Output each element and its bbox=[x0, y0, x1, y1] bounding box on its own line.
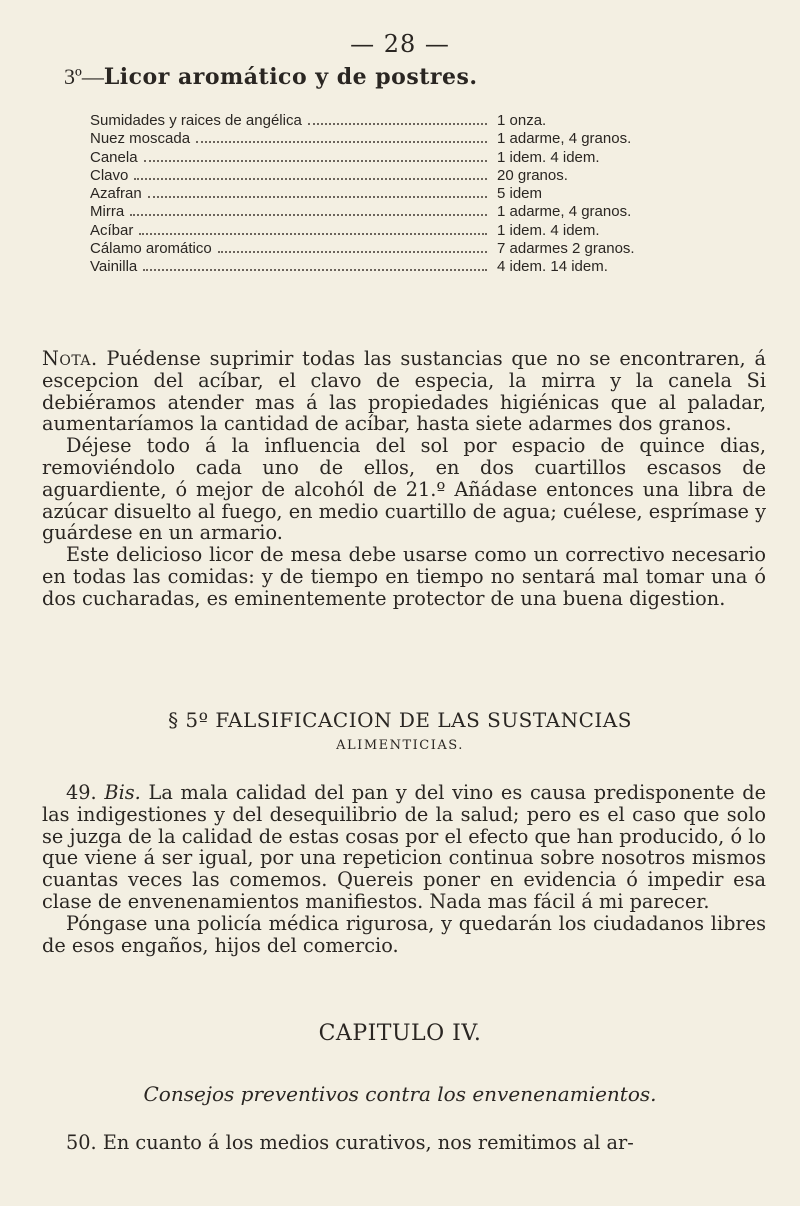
nota-paragraph-1 bbox=[42, 348, 766, 435]
paragraph-49-text-1 bbox=[42, 782, 766, 913]
ingredient-name: Vainilla bbox=[90, 258, 138, 276]
recipe-heading bbox=[64, 64, 478, 90]
paragraph-50-text bbox=[42, 1132, 766, 1154]
ingredient-name: Acíbar bbox=[90, 221, 134, 239]
dot-leader bbox=[139, 232, 487, 235]
recipe-heading-title: Licor aromático y de postres. bbox=[103, 64, 478, 90]
ingredient-name: Cálamo aromático bbox=[90, 240, 212, 258]
ingredient-name: Nuez moscada bbox=[90, 130, 191, 148]
ingredient-quantity: 20 granos. bbox=[497, 166, 568, 184]
page-number: — 28 — bbox=[350, 30, 450, 58]
ingredient-quantity: 1 adarme, 4 granos. bbox=[497, 130, 632, 148]
dot-leader bbox=[143, 268, 487, 271]
paragraph-49-bis: Bis. bbox=[104, 781, 141, 804]
section-subtitle: ALIMENTICIAS. bbox=[336, 738, 464, 753]
ingredient-name: Sumidades y raices de angélica bbox=[90, 112, 302, 129]
ingredient-quantity: 7 adarmes 2 granos. bbox=[497, 240, 635, 258]
ingredient-quantity: 1 adarme, 4 granos. bbox=[497, 203, 632, 221]
nota-section bbox=[42, 348, 766, 610]
section-title: § 5º FALSIFICACION DE LAS SUSTANCIAS bbox=[168, 708, 632, 732]
ingredient-row bbox=[90, 112, 680, 130]
ingredient-name: Azafran bbox=[90, 185, 142, 203]
paragraph-49-number: 49. bbox=[66, 781, 97, 804]
dot-leader bbox=[218, 250, 487, 253]
dot-leader bbox=[196, 140, 487, 143]
paragraph-49 bbox=[42, 782, 766, 956]
ingredient-row bbox=[90, 149, 680, 167]
ingredient-row bbox=[90, 185, 680, 203]
ingredient-row bbox=[90, 240, 680, 258]
ingredient-quantity: 4 idem. 14 idem. bbox=[497, 258, 608, 276]
dot-leader bbox=[148, 195, 487, 198]
dot-leader bbox=[134, 177, 487, 180]
ingredient-name: Clavo bbox=[90, 166, 129, 184]
ingredient-list bbox=[90, 112, 680, 277]
ingredient-name: Mirra bbox=[90, 203, 125, 221]
paragraph-49-body: La mala calidad del pan y del vino es causa predisponente de las indigestiones y del desequilibrio de la salud; pero es el caso que solo se juzga de la calidad de estas cosas por el efecto que han producido, ó lo que viene á ser igual, por una repeticion continua sobre nosotros mismos cuantas veces las comemos. Quereis poner en evidencia ó impedir esa clase de envenenamientos manifiestos. Nada mas fácil á mi parecer. bbox=[42, 781, 766, 913]
dot-leader bbox=[308, 122, 487, 125]
dot-leader bbox=[144, 159, 487, 162]
ingredient-row bbox=[90, 258, 680, 276]
nota-paragraph-3: Este delicioso licor de mesa debe usarse como un correctivo necesario en todas las comidas: y de tiempo en tiempo no sentará mal tomar una ó dos cucharadas, es eminentemente protector de una buena digestion. bbox=[42, 543, 766, 610]
chapter-subtitle: Consejos preventivos contra los envenenamientos. bbox=[143, 1082, 657, 1106]
paragraph-50-number: 50. bbox=[66, 1131, 97, 1154]
ingredient-quantity: 1 onza. bbox=[497, 112, 547, 129]
paragraph-49-text-2: Póngase una policía médica rigurosa, y quedarán los ciudadanos libres de esos engaños, hijos del comercio. bbox=[42, 911, 766, 957]
nota-label: Nota. bbox=[42, 347, 98, 370]
nota-text-1: Puédense suprimir todas las sustancias que no se encontraren, á escepcion del acíbar, el clavo de especia, la mirra y la canela Si debiéramos atender mas á las propiedades higiénicas que al paladar, aumentaríamos la cantidad de acíbar, hasta siete adarmes dos granos. bbox=[42, 347, 766, 436]
paragraph-50-body: En cuanto á los medios curativos, nos remitimos al ar- bbox=[102, 1131, 634, 1154]
paragraph-50 bbox=[42, 1132, 766, 1154]
ingredient-quantity: 1 idem. 4 idem. bbox=[497, 221, 600, 239]
chapter-title: CAPITULO IV. bbox=[318, 1021, 482, 1046]
dot-leader bbox=[130, 213, 487, 216]
ingredient-row bbox=[90, 222, 680, 240]
ingredient-quantity: 1 idem. 4 idem. bbox=[497, 148, 600, 166]
ingredient-name: Canela bbox=[90, 148, 138, 166]
recipe-heading-number: 3º— bbox=[64, 64, 104, 89]
ingredient-row bbox=[90, 203, 680, 221]
ingredient-row bbox=[90, 130, 680, 148]
ingredient-row bbox=[90, 167, 680, 185]
nota-paragraph-2: Déjese todo á la influencia del sol por espacio de quince dias, removiéndolo cada uno de ellos, en dos cuartillos escasos de aguardiente, ó mejor de alcohól de 21.º Añádase entonces una libra de azúcar disuelto al fuego, en medio cuartillo de agua; cuélese, esprímase y guárdese en un armario. bbox=[42, 434, 766, 545]
ingredient-quantity: 5 idem bbox=[497, 185, 543, 203]
